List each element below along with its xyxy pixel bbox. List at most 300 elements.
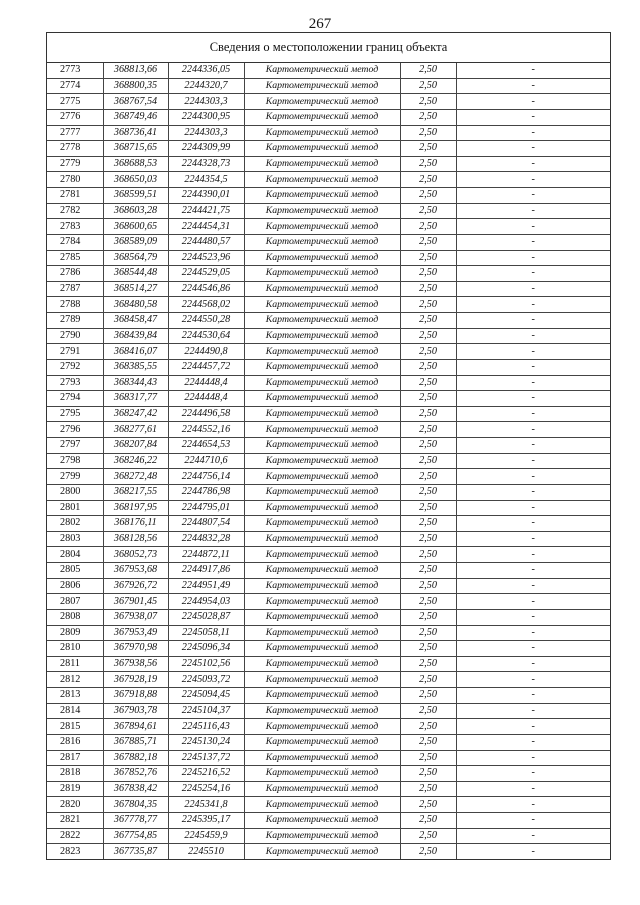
point-number-cell: 2814 (47, 703, 103, 719)
method-cell: Картометрический метод (244, 219, 400, 235)
table-row (47, 609, 610, 625)
method-cell: Картометрический метод (244, 63, 400, 78)
precision-cell: 2,50 (400, 438, 456, 454)
method-cell: Картометрический метод (244, 172, 400, 188)
x-coordinate-cell: 368715,65 (103, 141, 168, 157)
point-number-cell: 2818 (47, 766, 103, 782)
precision-cell: 2,50 (400, 594, 456, 610)
method-cell: Картометрический метод (244, 469, 400, 485)
precision-cell: 2,50 (400, 797, 456, 813)
point-number-cell: 2808 (47, 609, 103, 625)
last-value-cell: - (456, 250, 610, 266)
point-number-cell: 2789 (47, 313, 103, 329)
table-row (47, 734, 610, 750)
y-coordinate-cell: 2244496,58 (168, 406, 244, 422)
point-number-cell: 2788 (47, 297, 103, 313)
last-value-cell: - (456, 188, 610, 204)
method-cell: Картометрический метод (244, 78, 400, 94)
y-coordinate-cell: 2244552,16 (168, 422, 244, 438)
y-coordinate-cell: 2245094,45 (168, 688, 244, 704)
last-value-cell: - (456, 469, 610, 485)
method-cell: Картометрический метод (244, 531, 400, 547)
point-number-cell: 2801 (47, 500, 103, 516)
x-coordinate-cell: 368197,95 (103, 500, 168, 516)
x-coordinate-cell: 368800,35 (103, 78, 168, 94)
x-coordinate-cell: 368272,48 (103, 469, 168, 485)
last-value-cell: - (456, 578, 610, 594)
last-value-cell: - (456, 359, 610, 375)
precision-cell: 2,50 (400, 484, 456, 500)
method-cell: Картометрический метод (244, 422, 400, 438)
precision-cell: 2,50 (400, 453, 456, 469)
table-row (47, 594, 610, 610)
table-row (47, 375, 610, 391)
method-cell: Картометрический метод (244, 828, 400, 844)
table-row (47, 719, 610, 735)
x-coordinate-cell: 368458,47 (103, 313, 168, 329)
y-coordinate-cell: 2244354,5 (168, 172, 244, 188)
point-number-cell: 2807 (47, 594, 103, 610)
point-number-cell: 2782 (47, 203, 103, 219)
x-coordinate-cell: 367852,76 (103, 766, 168, 782)
y-coordinate-cell: 2244454,31 (168, 219, 244, 235)
last-value-cell: - (456, 125, 610, 141)
x-coordinate-cell: 368749,46 (103, 109, 168, 125)
last-value-cell: - (456, 266, 610, 282)
last-value-cell: - (456, 172, 610, 188)
table-row (47, 328, 610, 344)
method-cell: Картометрический метод (244, 609, 400, 625)
y-coordinate-cell: 2245395,17 (168, 813, 244, 829)
point-number-cell: 2774 (47, 78, 103, 94)
table-row (47, 563, 610, 579)
table-row (47, 828, 610, 844)
x-coordinate-cell: 368589,09 (103, 234, 168, 250)
x-coordinate-cell: 368128,56 (103, 531, 168, 547)
point-number-cell: 2785 (47, 250, 103, 266)
y-coordinate-cell: 2244320,7 (168, 78, 244, 94)
last-value-cell: - (456, 109, 610, 125)
method-cell: Картометрический метод (244, 703, 400, 719)
last-value-cell: - (456, 797, 610, 813)
method-cell: Картометрический метод (244, 734, 400, 750)
table-row (47, 344, 610, 360)
y-coordinate-cell: 2244457,72 (168, 359, 244, 375)
y-coordinate-cell: 2244421,75 (168, 203, 244, 219)
precision-cell: 2,50 (400, 750, 456, 766)
precision-cell: 2,50 (400, 141, 456, 157)
precision-cell: 2,50 (400, 391, 456, 407)
last-value-cell: - (456, 141, 610, 157)
precision-cell: 2,50 (400, 672, 456, 688)
precision-cell: 2,50 (400, 688, 456, 704)
point-number-cell: 2799 (47, 469, 103, 485)
x-coordinate-cell: 368544,48 (103, 266, 168, 282)
last-value-cell: - (456, 734, 610, 750)
x-coordinate-cell: 368439,84 (103, 328, 168, 344)
last-value-cell: - (456, 422, 610, 438)
last-value-cell: - (456, 563, 610, 579)
table-row (47, 578, 610, 594)
y-coordinate-cell: 2244303,3 (168, 94, 244, 110)
last-value-cell: - (456, 828, 610, 844)
last-value-cell: - (456, 531, 610, 547)
point-number-cell: 2786 (47, 266, 103, 282)
y-coordinate-cell: 2245102,56 (168, 656, 244, 672)
y-coordinate-cell: 2244300,95 (168, 109, 244, 125)
last-value-cell: - (456, 328, 610, 344)
precision-cell: 2,50 (400, 313, 456, 329)
y-coordinate-cell: 2244786,98 (168, 484, 244, 500)
method-cell: Картометрический метод (244, 813, 400, 829)
table-row (47, 172, 610, 188)
table-row (47, 109, 610, 125)
x-coordinate-cell: 367928,19 (103, 672, 168, 688)
x-coordinate-cell: 367882,18 (103, 750, 168, 766)
method-cell: Картометрический метод (244, 375, 400, 391)
x-coordinate-cell: 368650,03 (103, 172, 168, 188)
last-value-cell: - (456, 313, 610, 329)
last-value-cell: - (456, 703, 610, 719)
precision-cell: 2,50 (400, 188, 456, 204)
table-title: Сведения о местоположении границ объекта (47, 33, 610, 63)
x-coordinate-cell: 367953,68 (103, 563, 168, 579)
last-value-cell: - (456, 281, 610, 297)
precision-cell: 2,50 (400, 656, 456, 672)
precision-cell: 2,50 (400, 813, 456, 829)
table-row (47, 219, 610, 235)
x-coordinate-cell: 368385,55 (103, 359, 168, 375)
method-cell: Картометрический метод (244, 156, 400, 172)
point-number-cell: 2775 (47, 94, 103, 110)
precision-cell: 2,50 (400, 125, 456, 141)
x-coordinate-cell: 368176,11 (103, 516, 168, 532)
x-coordinate-cell: 367953,49 (103, 625, 168, 641)
method-cell: Картометрический метод (244, 641, 400, 657)
point-number-cell: 2787 (47, 281, 103, 297)
y-coordinate-cell: 2244448,4 (168, 375, 244, 391)
x-coordinate-cell: 368277,61 (103, 422, 168, 438)
x-coordinate-cell: 368603,28 (103, 203, 168, 219)
precision-cell: 2,50 (400, 531, 456, 547)
point-number-cell: 2781 (47, 188, 103, 204)
precision-cell: 2,50 (400, 219, 456, 235)
last-value-cell: - (456, 484, 610, 500)
y-coordinate-cell: 2244654,53 (168, 438, 244, 454)
table-row (47, 813, 610, 829)
table-row (47, 656, 610, 672)
last-value-cell: - (456, 609, 610, 625)
precision-cell: 2,50 (400, 547, 456, 563)
last-value-cell: - (456, 594, 610, 610)
y-coordinate-cell: 2244832,28 (168, 531, 244, 547)
table-row (47, 141, 610, 157)
point-number-cell: 2783 (47, 219, 103, 235)
precision-cell: 2,50 (400, 359, 456, 375)
x-coordinate-cell: 368514,27 (103, 281, 168, 297)
precision-cell: 2,50 (400, 94, 456, 110)
coordinates-table-body (47, 63, 610, 859)
y-coordinate-cell: 2244336,05 (168, 63, 244, 78)
point-number-cell: 2795 (47, 406, 103, 422)
method-cell: Картометрический метод (244, 94, 400, 110)
precision-cell: 2,50 (400, 328, 456, 344)
x-coordinate-cell: 368480,58 (103, 297, 168, 313)
table-row (47, 453, 610, 469)
method-cell: Картометрический метод (244, 781, 400, 797)
last-value-cell: - (456, 625, 610, 641)
x-coordinate-cell: 368599,51 (103, 188, 168, 204)
last-value-cell: - (456, 156, 610, 172)
x-coordinate-cell: 368317,77 (103, 391, 168, 407)
method-cell: Картометрический метод (244, 750, 400, 766)
point-number-cell: 2779 (47, 156, 103, 172)
method-cell: Картометрический метод (244, 797, 400, 813)
x-coordinate-cell: 368217,55 (103, 484, 168, 500)
precision-cell: 2,50 (400, 641, 456, 657)
y-coordinate-cell: 2244872,11 (168, 547, 244, 563)
x-coordinate-cell: 368564,79 (103, 250, 168, 266)
precision-cell: 2,50 (400, 844, 456, 859)
precision-cell: 2,50 (400, 563, 456, 579)
y-coordinate-cell: 2245096,34 (168, 641, 244, 657)
method-cell: Картометрический метод (244, 500, 400, 516)
table-row (47, 797, 610, 813)
last-value-cell: - (456, 406, 610, 422)
point-number-cell: 2815 (47, 719, 103, 735)
x-coordinate-cell: 368688,53 (103, 156, 168, 172)
precision-cell: 2,50 (400, 266, 456, 282)
point-number-cell: 2791 (47, 344, 103, 360)
point-number-cell: 2805 (47, 563, 103, 579)
point-number-cell: 2803 (47, 531, 103, 547)
table-row (47, 406, 610, 422)
table-row (47, 531, 610, 547)
last-value-cell: - (456, 94, 610, 110)
precision-cell: 2,50 (400, 500, 456, 516)
x-coordinate-cell: 368767,54 (103, 94, 168, 110)
table-row (47, 703, 610, 719)
table-row (47, 422, 610, 438)
y-coordinate-cell: 2245459,9 (168, 828, 244, 844)
method-cell: Картометрический метод (244, 719, 400, 735)
method-cell: Картометрический метод (244, 453, 400, 469)
table-row (47, 516, 610, 532)
x-coordinate-cell: 367901,45 (103, 594, 168, 610)
precision-cell: 2,50 (400, 781, 456, 797)
y-coordinate-cell: 2244546,86 (168, 281, 244, 297)
point-number-cell: 2784 (47, 234, 103, 250)
last-value-cell: - (456, 813, 610, 829)
precision-cell: 2,50 (400, 109, 456, 125)
x-coordinate-cell: 368813,66 (103, 63, 168, 78)
method-cell: Картометрический метод (244, 250, 400, 266)
precision-cell: 2,50 (400, 766, 456, 782)
method-cell: Картометрический метод (244, 844, 400, 859)
y-coordinate-cell: 2245137,72 (168, 750, 244, 766)
point-number-cell: 2802 (47, 516, 103, 532)
precision-cell: 2,50 (400, 297, 456, 313)
point-number-cell: 2806 (47, 578, 103, 594)
table-row (47, 781, 610, 797)
point-number-cell: 2820 (47, 797, 103, 813)
method-cell: Картометрический метод (244, 656, 400, 672)
last-value-cell: - (456, 344, 610, 360)
method-cell: Картометрический метод (244, 328, 400, 344)
y-coordinate-cell: 2245116,43 (168, 719, 244, 735)
method-cell: Картометрический метод (244, 281, 400, 297)
last-value-cell: - (456, 641, 610, 657)
table-row (47, 547, 610, 563)
last-value-cell: - (456, 781, 610, 797)
method-cell: Картометрический метод (244, 484, 400, 500)
y-coordinate-cell: 2245510 (168, 844, 244, 859)
precision-cell: 2,50 (400, 250, 456, 266)
method-cell: Картометрический метод (244, 625, 400, 641)
method-cell: Картометрический метод (244, 391, 400, 407)
method-cell: Картометрический метод (244, 672, 400, 688)
y-coordinate-cell: 2244917,86 (168, 563, 244, 579)
point-number-cell: 2823 (47, 844, 103, 859)
x-coordinate-cell: 367926,72 (103, 578, 168, 594)
point-number-cell: 2798 (47, 453, 103, 469)
point-number-cell: 2800 (47, 484, 103, 500)
table-row (47, 438, 610, 454)
x-coordinate-cell: 367838,42 (103, 781, 168, 797)
point-number-cell: 2816 (47, 734, 103, 750)
last-value-cell: - (456, 234, 610, 250)
table-row (47, 313, 610, 329)
y-coordinate-cell: 2244568,02 (168, 297, 244, 313)
last-value-cell: - (456, 438, 610, 454)
y-coordinate-cell: 2244951,49 (168, 578, 244, 594)
boundary-table-sheet (46, 32, 611, 860)
y-coordinate-cell: 2245130,24 (168, 734, 244, 750)
x-coordinate-cell: 367754,85 (103, 828, 168, 844)
method-cell: Картометрический метод (244, 578, 400, 594)
point-number-cell: 2777 (47, 125, 103, 141)
precision-cell: 2,50 (400, 625, 456, 641)
x-coordinate-cell: 367938,07 (103, 609, 168, 625)
last-value-cell: - (456, 719, 610, 735)
table-row (47, 391, 610, 407)
last-value-cell: - (531, 845, 535, 857)
table-row (47, 500, 610, 516)
precision-cell: 2,50 (400, 609, 456, 625)
point-number-cell: 2773 (47, 63, 103, 78)
method-cell: Картометрический метод (244, 563, 400, 579)
x-coordinate-cell: 368344,43 (103, 375, 168, 391)
x-coordinate-cell: 367885,71 (103, 734, 168, 750)
method-cell: Картометрический метод (244, 688, 400, 704)
last-value-cell: - (456, 500, 610, 516)
y-coordinate-cell: 2245058,11 (168, 625, 244, 641)
last-value-cell: - (456, 219, 610, 235)
precision-cell: 2,50 (400, 703, 456, 719)
point-number-cell: 2817 (47, 750, 103, 766)
method-cell: Картометрический метод (244, 297, 400, 313)
precision-cell: 2,50 (400, 78, 456, 94)
y-coordinate-cell: 2245104,37 (168, 703, 244, 719)
y-coordinate-cell: 2245254,16 (168, 781, 244, 797)
y-coordinate-cell: 2244448,4 (168, 391, 244, 407)
last-value-cell: - (456, 766, 610, 782)
x-coordinate-cell: 367894,61 (103, 719, 168, 735)
page-number: 267 (308, 16, 332, 32)
point-number-cell: 2776 (47, 109, 103, 125)
point-number-cell: 2778 (47, 141, 103, 157)
last-value-cell: - (456, 672, 610, 688)
table-row (47, 688, 610, 704)
y-coordinate-cell: 2244530,64 (168, 328, 244, 344)
precision-cell: 2,50 (400, 469, 456, 485)
last-value-cell: - (456, 688, 610, 704)
last-value-cell: - (456, 375, 610, 391)
last-value-cell: - (456, 656, 610, 672)
table-row (47, 625, 610, 641)
table-row (47, 203, 610, 219)
table-row (47, 78, 610, 94)
x-coordinate-cell: 368207,84 (103, 438, 168, 454)
point-number-cell: 2790 (47, 328, 103, 344)
y-coordinate-cell: 2244328,73 (168, 156, 244, 172)
point-number-cell: 2796 (47, 422, 103, 438)
method-cell: Картометрический метод (244, 203, 400, 219)
last-value-cell: - (456, 78, 610, 94)
x-coordinate-cell: 367804,35 (103, 797, 168, 813)
precision-cell: 2,50 (400, 578, 456, 594)
point-number-cell: 2811 (47, 656, 103, 672)
x-coordinate-cell: 368052,73 (103, 547, 168, 563)
method-cell: Картометрический метод (244, 188, 400, 204)
last-value-cell: - (456, 203, 610, 219)
method-cell: Картометрический метод (244, 125, 400, 141)
y-coordinate-cell: 2245093,72 (168, 672, 244, 688)
table-row (47, 281, 610, 297)
x-coordinate-cell: 367778,77 (103, 813, 168, 829)
point-number-cell: 2804 (47, 547, 103, 563)
x-coordinate-cell: 367970,98 (103, 641, 168, 657)
table-row (47, 188, 610, 204)
y-coordinate-cell: 2245028,87 (168, 609, 244, 625)
x-coordinate-cell: 367903,78 (103, 703, 168, 719)
table-row (47, 125, 610, 141)
method-cell: Картометрический метод (244, 438, 400, 454)
method-cell: Картометрический метод (244, 234, 400, 250)
method-cell: Картометрический метод (244, 313, 400, 329)
method-cell: Картометрический метод (244, 766, 400, 782)
x-coordinate-cell: 368247,42 (103, 406, 168, 422)
point-number-cell: 2793 (47, 375, 103, 391)
last-value-cell: - (456, 453, 610, 469)
precision-cell: 2,50 (400, 172, 456, 188)
point-number-cell: 2792 (47, 359, 103, 375)
x-coordinate-cell: 368246,22 (103, 453, 168, 469)
y-coordinate-cell: 2244490,8 (168, 344, 244, 360)
method-cell: Картометрический метод (244, 516, 400, 532)
precision-cell: 2,50 (400, 719, 456, 735)
table-row (47, 359, 610, 375)
precision-cell: 2,50 (400, 422, 456, 438)
y-coordinate-cell: 2244710,6 (168, 453, 244, 469)
precision-cell: 2,50 (400, 156, 456, 172)
coordinates-table (47, 63, 610, 859)
table-row (47, 266, 610, 282)
table-row (47, 484, 610, 500)
precision-cell: 2,50 (400, 281, 456, 297)
y-coordinate-cell: 2244795,01 (168, 500, 244, 516)
table-row (47, 641, 610, 657)
